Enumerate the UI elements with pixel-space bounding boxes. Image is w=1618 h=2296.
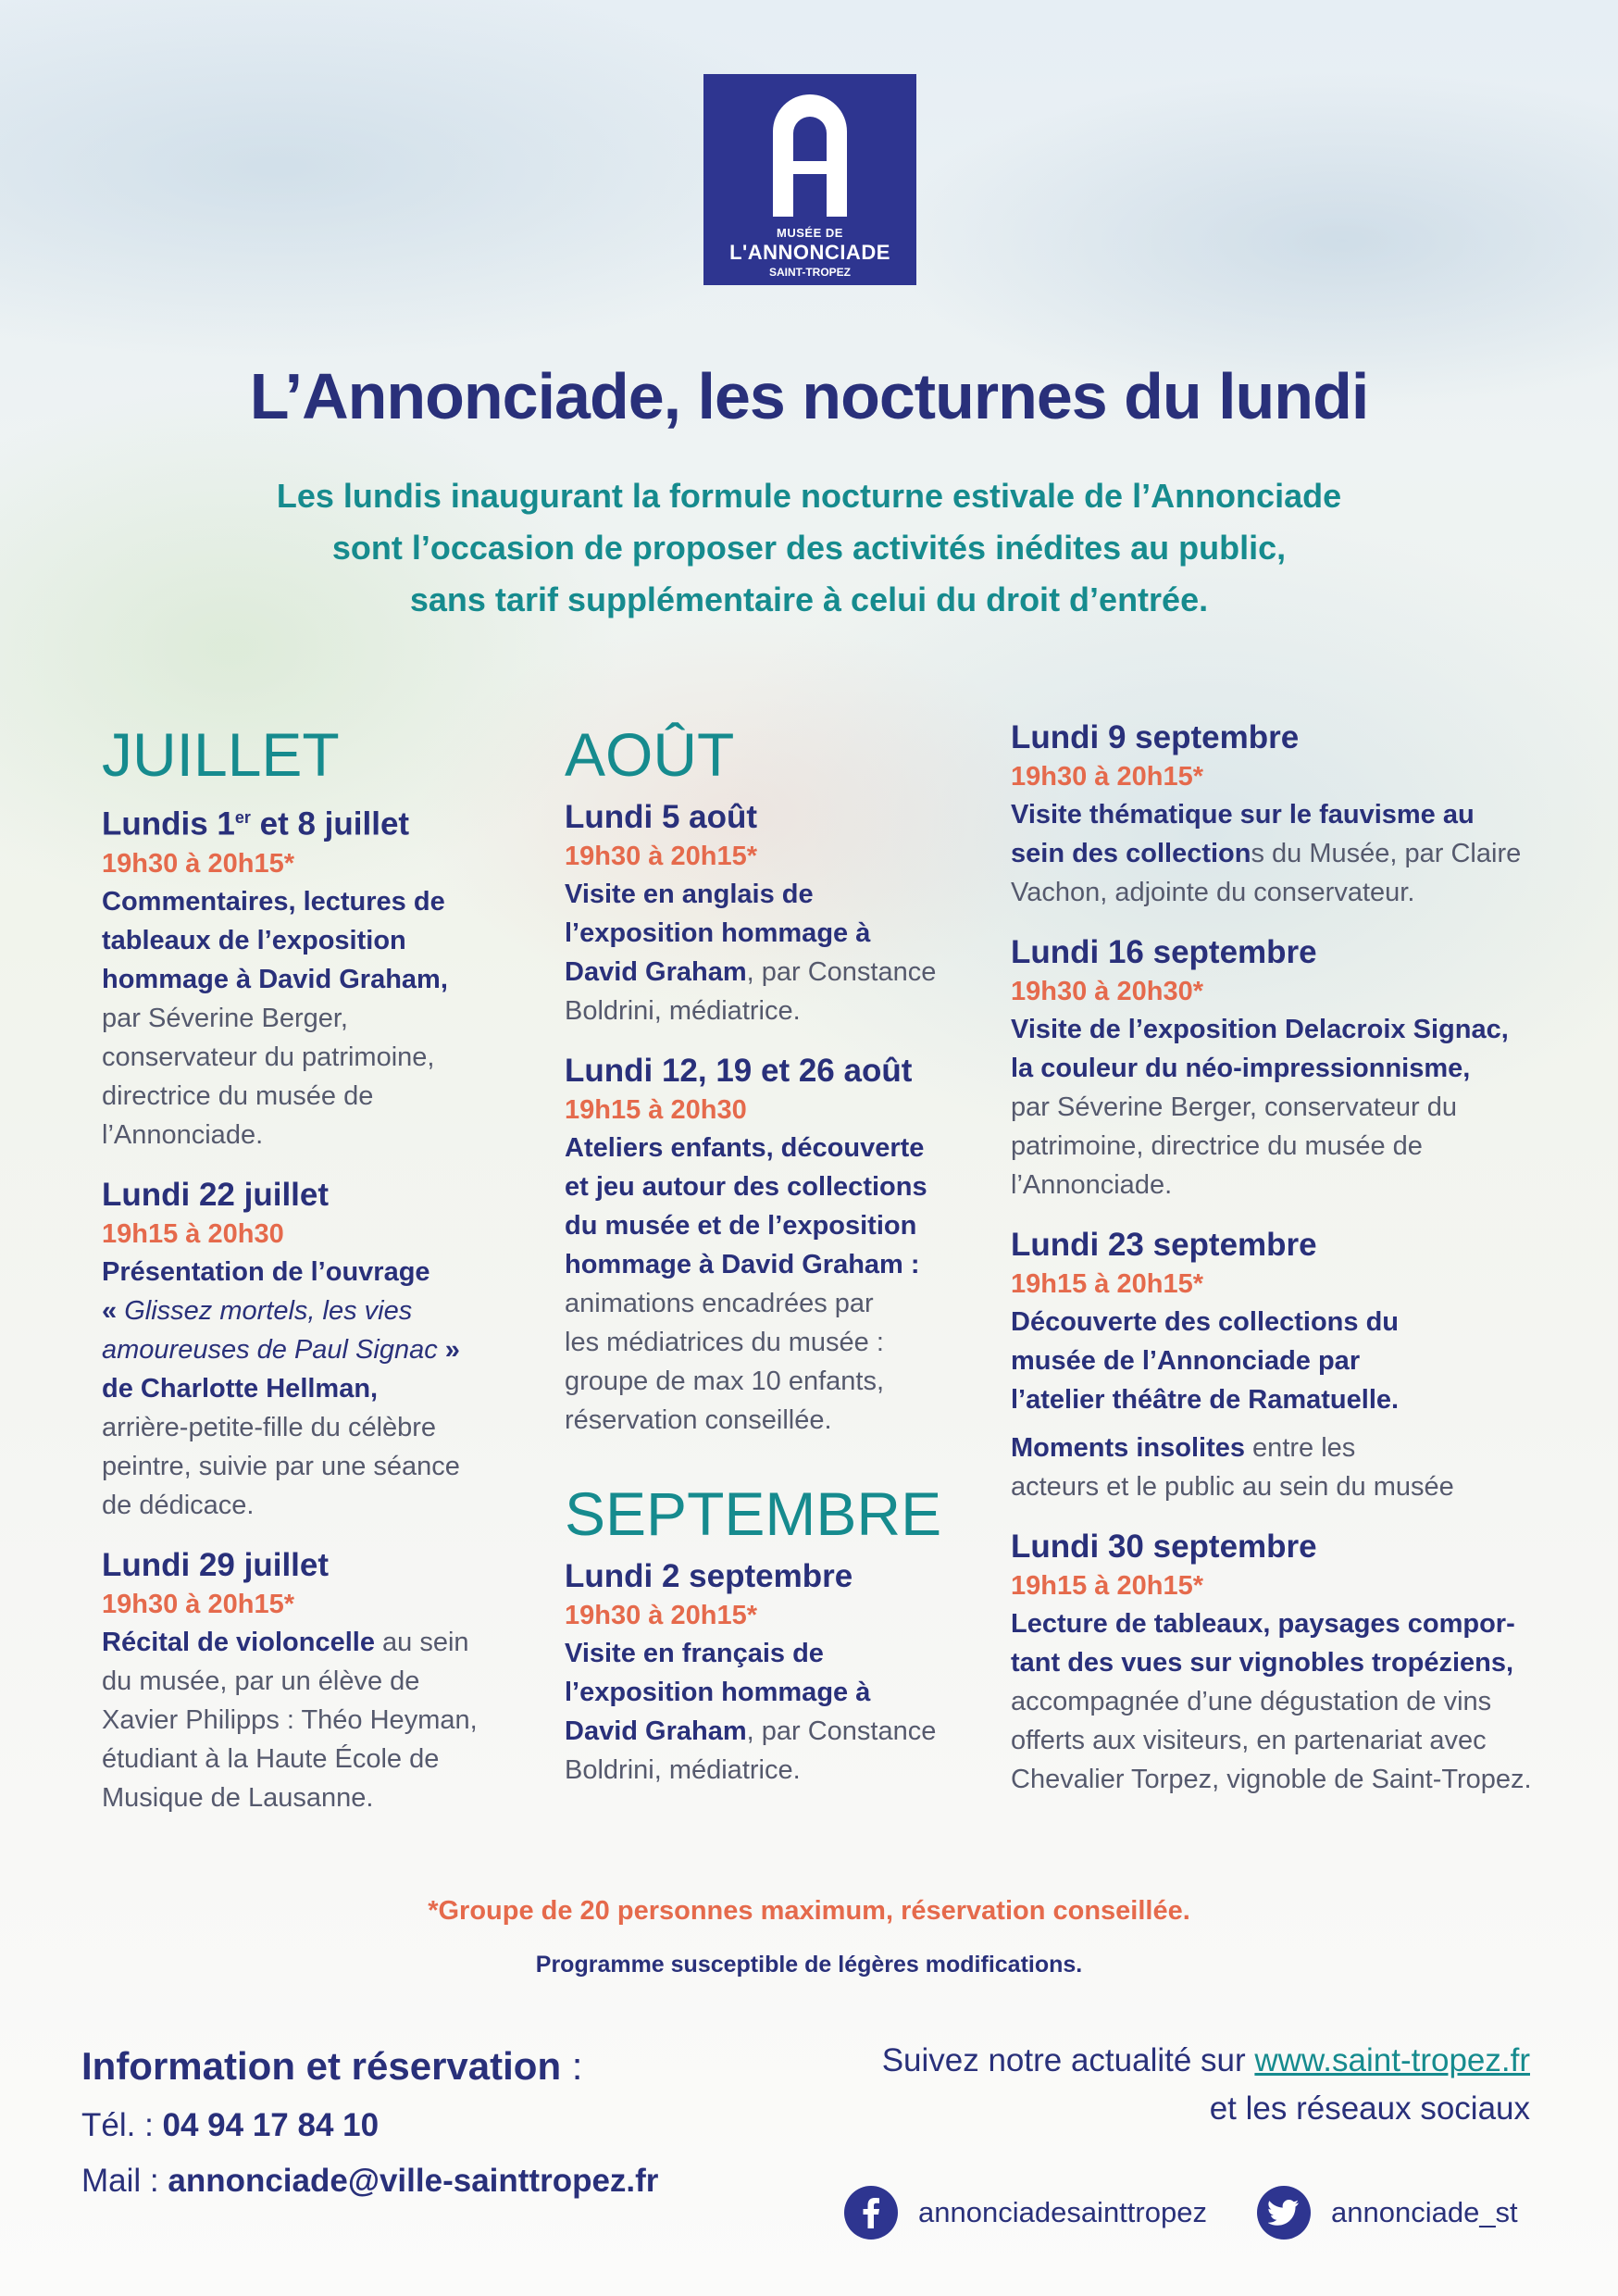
event-time: 19h15 à 20h30 [565, 1095, 747, 1125]
email-address[interactable]: annonciade@ville-sainttropez.fr [168, 2163, 659, 2199]
event-aout-5 [565, 797, 972, 1030]
event-time: 19h15 à 20h15* [1011, 1571, 1203, 1601]
event-description: Commentaires, lectures de tableaux de l’exposition hommage à David Graham, par Séverine Berger, conservateur du patrimoine, directrice du musée de l’Annonciade. [102, 886, 448, 1150]
event-description: Visite en anglais de l’exposition hommage à David Graham, par Constance Boldrini, médiatrice. [565, 880, 937, 1026]
contact-info [81, 2044, 658, 2200]
event-date: Lundi 23 septembre [1011, 1227, 1317, 1263]
facebook-link[interactable] [844, 2185, 1207, 2240]
event-date: Lundi 16 septembre [1011, 934, 1317, 970]
column-aout [565, 718, 972, 1810]
intro-line: Les lundis inaugurant la formule nocturne estivale de l’Annonciade [276, 477, 1342, 515]
event-description: Visite thématique sur le fauvisme au sein des collections du Musée, par Claire Vachon, adjointe du conservateur. [1011, 800, 1522, 907]
column-septembre [1011, 718, 1532, 1819]
museum-logo [703, 74, 916, 285]
event-time: 19h15 à 20h15* [1011, 1269, 1203, 1299]
event-septembre-9 [1011, 718, 1529, 912]
month-heading-aout: AOÛT [565, 720, 735, 789]
column-juillet [102, 718, 509, 1838]
event-description: Lecture de tableaux, paysages compor- tant des vues sur vignobles tropéziens, accompagnée d’une dégustation de vins offerts aux visiteurs, en partenariat avec Chevalier Torpez, vignoble de Saint-Tropez. [1011, 1609, 1532, 1794]
event-juillet-22 [102, 1175, 509, 1525]
contact-heading: Information et réservation : [81, 2044, 583, 2088]
event-juillet-1-8 [102, 797, 509, 1154]
month-heading-septembre: SEPTEMBRE [565, 1479, 942, 1548]
program-disclaimer: Programme susceptible de légères modifications. [535, 1952, 1083, 1978]
event-juillet-29 [102, 1545, 509, 1817]
event-time: 19h30 à 20h15* [102, 848, 294, 879]
event-time: 19h30 à 20h15* [102, 1589, 294, 1619]
twitter-handle: annonciade_st [1331, 2196, 1518, 2228]
phone-number[interactable]: 04 94 17 84 10 [162, 2107, 380, 2143]
twitter-link[interactable] [1257, 2185, 1518, 2240]
logo-line2: L'ANNONCIADE [729, 241, 890, 264]
twitter-icon [1257, 2186, 1311, 2240]
intro-line: sans tarif supplémentaire à celui du droit d’entrée. [409, 580, 1209, 618]
event-septembre-30 [1011, 1527, 1532, 1799]
event-description: Ateliers enfants, découverte et jeu autour des collections du musée et de l’exposition hommage à David Graham : animations encadrées par les médiatrices du musée : groupe de max 10 enfants, réservation conseillée. [565, 1133, 927, 1435]
event-septembre-16 [1011, 932, 1529, 1204]
phone-row: Tél. : 04 94 17 84 10 [81, 2107, 380, 2143]
intro-line: sont l’occasion de proposer des activités inédites au public, [331, 529, 1287, 567]
mail-row: Mail : annonciade@ville-sainttropez.fr [81, 2163, 659, 2199]
facebook-handle: annonciadesainttropez [918, 2196, 1207, 2228]
follow-us: Suivez notre actualité sur www.saint-tropez.fr et les réseaux sociaux [881, 2042, 1530, 2127]
event-time: 19h30 à 20h15* [1011, 762, 1203, 792]
event-time: 19h15 à 20h30 [102, 1218, 284, 1249]
event-date: Lundis 1er et 8 juillet [102, 805, 410, 842]
group-size-footnote: *Groupe de 20 personnes maximum, réservation conseillée. [428, 1896, 1190, 1926]
website-link[interactable]: www.saint-tropez.fr [1254, 2042, 1530, 2078]
event-description: Visite en français de l’exposition hommage à David Graham, par Constance Boldrini, médiatrice. [565, 1639, 937, 1785]
facebook-icon [844, 2186, 898, 2240]
event-date: Lundi 12, 19 et 26 août [565, 1053, 913, 1089]
logo-line1: MUSÉE DE [777, 226, 843, 240]
event-septembre-2 [565, 1556, 972, 1790]
event-time: 19h30 à 20h15* [565, 1601, 757, 1630]
event-septembre-23 [1011, 1225, 1529, 1506]
event-time: 19h30 à 20h30* [1011, 977, 1203, 1006]
event-date: Lundi 29 juillet [102, 1546, 330, 1583]
event-description: Découverte des collections du musée de l’Annonciade par l’atelier théâtre de Ramatuelle. Moments insolites entre les acteurs et le public au sein du musée [1011, 1307, 1454, 1502]
event-aout-12-19-26 [565, 1051, 972, 1440]
intro-text [0, 470, 1618, 626]
event-description: Récital de violoncelle au sein du musée, par un élève de Xavier Philipps : Théo Heyman, étudiant à la Haute École de Musique de Lausanne. [102, 1627, 478, 1813]
event-date: Lundi 9 septembre [1011, 719, 1300, 755]
arch-a-icon [767, 89, 853, 218]
logo-line3: SAINT-TROPEZ [768, 266, 851, 279]
event-date: Lundi 30 septembre [1011, 1529, 1317, 1565]
page-title: L’Annonciade, les nocturnes du lundi [249, 360, 1369, 432]
event-description: Visite de l’exposition Delacroix Signac, la couleur du néo-impressionnisme, par Séverine Berger, conservateur du patrimoine, directrice du musée de l’Annonciade. [1011, 1015, 1509, 1200]
month-heading-juillet: JUILLET [102, 720, 340, 789]
event-date: Lundi 22 juillet [102, 1176, 330, 1213]
event-description: Présentation de l’ouvrage « Glissez mortels, les vies amoureuses de Paul Signac » de Charlotte Hellman, arrière-petite-fille du célèbre peintre, suivie par une séance de dédicace. [102, 1256, 460, 1520]
event-date: Lundi 2 septembre [565, 1558, 853, 1594]
event-time: 19h30 à 20h15* [565, 842, 757, 871]
event-date: Lundi 5 août [565, 799, 758, 835]
